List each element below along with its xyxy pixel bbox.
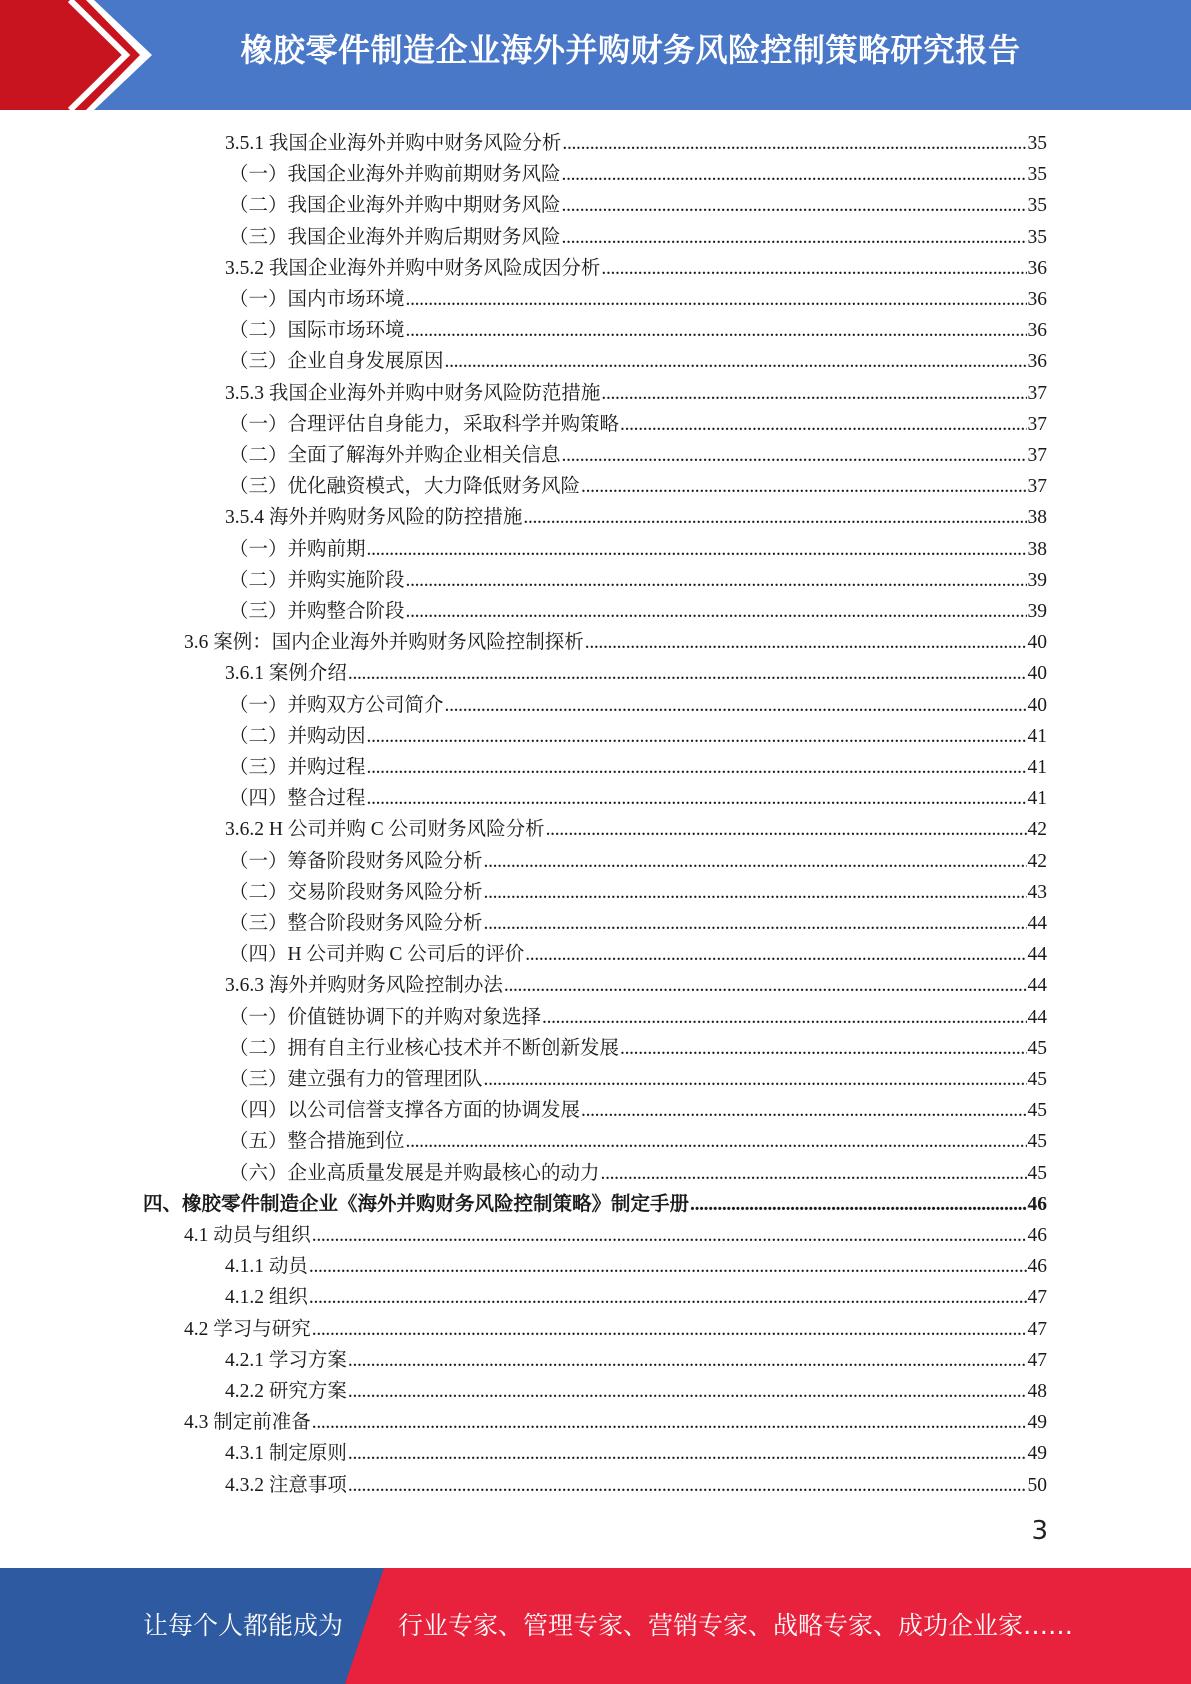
toc-entry-page: 35 <box>1027 226 1047 248</box>
toc-dot-leader <box>562 190 1027 221</box>
toc-entry-page: 44 <box>1027 975 1047 997</box>
toc-dot-leader <box>484 908 1027 939</box>
toc-entry-title: （三）优化融资模式，大力降低财务风险 <box>229 476 581 498</box>
toc-entry-page: 44 <box>1027 1006 1047 1028</box>
toc-entry-title: （一）合理评估自身能力，采取科学并购策略 <box>229 413 620 435</box>
toc-dot-leader <box>523 502 1026 533</box>
toc-entry-page: 40 <box>1027 694 1047 716</box>
toc-entry[interactable] <box>225 1376 1047 1407</box>
toc-entry-title: 4.2 学习与研究 <box>184 1318 311 1340</box>
toc-entry-page: 38 <box>1027 507 1047 529</box>
toc-entry[interactable] <box>225 658 1047 689</box>
toc-entry-page: 36 <box>1027 351 1047 373</box>
toc-entry-title: 3.5.1 我国企业海外并购中财务风险分析 <box>225 133 562 154</box>
toc-entry-title: （三）我国企业海外并购后期财务风险 <box>229 226 561 248</box>
toc-entry-page: 36 <box>1027 257 1047 279</box>
toc-entry-title: 4.3 制定前准备 <box>184 1412 311 1434</box>
toc-dot-leader <box>562 440 1027 471</box>
toc-entry-title: （三）并购过程 <box>229 757 366 778</box>
toc-entry-page: 35 <box>1027 195 1047 217</box>
toc-entry-title: （一）并购前期 <box>229 538 366 560</box>
toc-dot-leader <box>312 1407 1027 1438</box>
toc-dot-leader <box>581 1095 1026 1126</box>
toc-entry-title: （二）交易阶段财务风险分析 <box>229 881 483 903</box>
toc-entry[interactable] <box>225 253 1047 284</box>
toc-entry[interactable] <box>229 752 1047 783</box>
toc-entry-title: 3.6 案例：国内企业海外并购财务风险控制探析 <box>184 632 584 654</box>
toc-entry-title: （一）筹备阶段财务风险分析 <box>229 850 483 872</box>
toc-entry-title: （二）拥有自主行业核心技术并不断创新发展 <box>229 1037 620 1059</box>
toc-entry[interactable] <box>229 534 1047 565</box>
toc-entry[interactable] <box>229 721 1047 752</box>
toc-dot-leader <box>562 128 1026 159</box>
toc-dot-leader <box>348 1470 1027 1501</box>
toc-entry[interactable] <box>229 783 1047 814</box>
toc-entry[interactable] <box>225 1438 1047 1469</box>
toc-entry-page: 40 <box>1027 663 1047 685</box>
footer-slogan-right: 行业专家、管理专家、营销专家、战略专家、成功企业家…… <box>398 1611 1074 1640</box>
toc-entry[interactable] <box>229 846 1047 877</box>
toc-dot-leader <box>562 222 1027 253</box>
toc-entry[interactable] <box>229 440 1047 471</box>
toc-entry-page: 37 <box>1027 445 1047 466</box>
toc-entry[interactable] <box>229 471 1047 502</box>
toc-entry-page: 47 <box>1027 1349 1047 1371</box>
toc-dot-leader <box>348 658 1027 689</box>
toc-entry-page: 36 <box>1027 289 1047 310</box>
toc-entry[interactable] <box>229 222 1047 253</box>
toc-entry-title: 3.6.1 案例介绍 <box>225 663 347 685</box>
toc-entry-page: 35 <box>1027 164 1047 186</box>
toc-entry[interactable] <box>229 690 1047 721</box>
toc-dot-leader <box>542 1002 1026 1033</box>
toc-entry-page: 44 <box>1027 944 1047 966</box>
toc-entry-title: 3.5.2 我国企业海外并购中财务风险成因分析 <box>225 257 601 279</box>
toc-dot-leader <box>367 721 1027 752</box>
toc-entry-page: 45 <box>1027 1100 1047 1122</box>
toc-entry-page: 47 <box>1027 1287 1047 1309</box>
toc-dot-leader <box>504 970 1027 1001</box>
toc-entry-page: 37 <box>1027 476 1047 498</box>
toc-entry-page: 38 <box>1027 538 1047 560</box>
toc-entry-page: 36 <box>1027 320 1047 342</box>
toc-entry-page: 40 <box>1027 632 1047 654</box>
toc-entry-title: （四）整合过程 <box>229 788 366 810</box>
toc-dot-leader <box>620 409 1026 440</box>
toc-entry-page: 43 <box>1027 881 1047 903</box>
toc-entry[interactable] <box>229 908 1047 939</box>
toc-dot-leader <box>562 159 1027 190</box>
toc-entry[interactable] <box>229 1126 1047 1157</box>
document-title: 橡胶零件制造企业海外并购财务风险控制策略研究报告 <box>240 31 1021 69</box>
toc-dot-leader <box>525 939 1026 970</box>
toc-entry[interactable] <box>229 284 1047 315</box>
page-footer <box>0 1568 1191 1684</box>
toc-entry-page: 41 <box>1027 788 1047 810</box>
toc-entry-page: 46 <box>1027 1256 1047 1278</box>
toc-entry-title: 4.1.1 动员 <box>225 1256 308 1278</box>
toc-dot-leader <box>367 783 1027 814</box>
toc-entry[interactable] <box>229 1064 1047 1095</box>
toc-entry-page: 39 <box>1027 601 1047 622</box>
toc-entry-page: 48 <box>1027 1381 1047 1402</box>
toc-entry[interactable] <box>225 814 1047 845</box>
toc-entry-title: 4.1 动员与组织 <box>184 1225 311 1246</box>
page-number: 3 <box>1031 1516 1048 1546</box>
footer-slogan-left: 让每个人都能成为 <box>143 1611 344 1640</box>
toc-entry-title: （一）并购双方公司简介 <box>229 694 444 716</box>
toc-entry-page: 37 <box>1027 413 1047 435</box>
toc-entry[interactable] <box>184 1407 1047 1438</box>
toc-entry-page: 45 <box>1027 1162 1047 1184</box>
toc-entry-title: （二）并购动因 <box>229 725 366 747</box>
toc-entry[interactable] <box>225 970 1047 1001</box>
toc-entry-title: （二）我国企业海外并购中期财务风险 <box>229 195 561 217</box>
toc-entry[interactable] <box>229 1002 1047 1033</box>
toc-dot-leader <box>367 752 1027 783</box>
toc-entry[interactable] <box>229 1095 1047 1126</box>
toc-entry[interactable] <box>225 378 1047 409</box>
toc-dot-leader <box>309 1282 1027 1313</box>
toc-entry[interactable] <box>229 1033 1047 1064</box>
toc-entry[interactable] <box>225 1470 1047 1501</box>
toc-entry[interactable] <box>184 1220 1047 1251</box>
toc-entry-page: 46 <box>1027 1193 1047 1215</box>
toc-dot-leader <box>348 1345 1027 1376</box>
toc-entry-page: 45 <box>1027 1037 1047 1059</box>
toc-entry-title: 4.1.2 组织 <box>225 1287 308 1309</box>
toc-entry-page: 41 <box>1027 725 1047 747</box>
toc-dot-leader <box>406 284 1027 315</box>
toc-entry-title: （三）整合阶段财务风险分析 <box>229 913 483 934</box>
toc-dot-leader <box>406 596 1027 627</box>
toc-entry[interactable] <box>229 190 1047 221</box>
toc-dot-leader <box>601 253 1026 284</box>
toc-entry-title: （三）并购整合阶段 <box>229 601 405 622</box>
toc-entry[interactable] <box>229 1158 1047 1189</box>
toc-entry-title: 3.6.2 H 公司并购 C 公司财务风险分析 <box>225 819 545 841</box>
toc-entry[interactable] <box>184 627 1047 658</box>
toc-entry-page: 44 <box>1027 913 1047 934</box>
toc-dot-leader <box>546 814 1027 845</box>
toc-entry[interactable] <box>229 565 1047 596</box>
toc-entry-title: 4.2.1 学习方案 <box>225 1349 347 1371</box>
toc-dot-leader <box>406 1126 1027 1157</box>
toc-dot-leader <box>601 1158 1027 1189</box>
toc-entry-title: （四）H 公司并购 C 公司后的评价 <box>229 944 525 966</box>
toc-entry-title: （四）以公司信誉支撑各方面的协调发展 <box>229 1100 581 1122</box>
toc-entry-title: （三）企业自身发展原因 <box>229 351 444 373</box>
toc-dot-leader <box>367 534 1027 565</box>
toc-entry[interactable] <box>229 315 1047 346</box>
toc-entry-page: 35 <box>1027 133 1047 154</box>
toc-dot-leader <box>406 315 1027 346</box>
toc-entry-page: 41 <box>1027 757 1047 778</box>
toc-dot-leader <box>312 1314 1027 1345</box>
toc-entry[interactable] <box>229 939 1047 970</box>
toc-entry-page: 46 <box>1027 1225 1047 1246</box>
toc-entry-page: 42 <box>1027 850 1047 872</box>
toc-entry-title: 3.6.3 海外并购财务风险控制办法 <box>225 975 503 997</box>
toc-entry-title: （二）全面了解海外并购企业相关信息 <box>229 445 561 466</box>
toc-entry-page: 42 <box>1027 819 1047 841</box>
toc-entry-title: （一）价值链协调下的并购对象选择 <box>229 1006 542 1028</box>
toc-dot-leader <box>406 565 1027 596</box>
toc-entry-title: （二）国际市场环境 <box>229 320 405 342</box>
toc-entry[interactable] <box>225 128 1047 159</box>
toc-dot-leader <box>348 1438 1027 1469</box>
toc-entry-title: （五）整合措施到位 <box>229 1131 405 1153</box>
toc-entry[interactable] <box>184 1314 1047 1345</box>
toc-entry-page: 37 <box>1027 382 1047 404</box>
toc-entry-title: （一）我国企业海外并购前期财务风险 <box>229 164 561 186</box>
toc-dot-leader <box>601 378 1026 409</box>
toc-dot-leader <box>348 1376 1027 1407</box>
toc-dot-leader <box>690 1189 1026 1220</box>
toc-dot-leader <box>585 627 1027 658</box>
toc-entry-page: 49 <box>1027 1443 1047 1465</box>
toc-entry-page: 50 <box>1027 1474 1047 1496</box>
toc-dot-leader <box>312 1220 1027 1251</box>
toc-dot-leader <box>484 877 1027 908</box>
toc-entry-title: 3.5.4 海外并购财务风险的防控措施 <box>225 507 523 529</box>
toc-entry[interactable] <box>143 1189 1047 1220</box>
toc-entry-title: 4.3.2 注意事项 <box>225 1474 347 1496</box>
toc-dot-leader <box>484 846 1027 877</box>
toc-entry-title: 3.5.3 我国企业海外并购中财务风险防范措施 <box>225 382 601 404</box>
toc-dot-leader <box>581 471 1026 502</box>
toc-entry-title: 四、橡胶零件制造企业《海外并购财务风险控制策略》制定手册 <box>143 1193 690 1215</box>
toc-entry[interactable] <box>225 1251 1047 1282</box>
toc-entry[interactable] <box>225 502 1047 533</box>
toc-entry-title: （三）建立强有力的管理团队 <box>229 1069 483 1090</box>
toc-entry[interactable] <box>229 346 1047 377</box>
toc-entry[interactable] <box>229 877 1047 908</box>
toc-entry[interactable] <box>225 1282 1047 1313</box>
toc-entry-title: （二）并购实施阶段 <box>229 569 405 591</box>
toc-entry[interactable] <box>229 159 1047 190</box>
page-header <box>0 0 1191 110</box>
toc-entry-page: 39 <box>1027 569 1047 591</box>
toc-dot-leader <box>445 346 1027 377</box>
toc-dot-leader <box>484 1064 1027 1095</box>
toc-dot-leader <box>309 1251 1027 1282</box>
toc-dot-leader <box>445 690 1027 721</box>
toc-entry-page: 49 <box>1027 1412 1047 1434</box>
toc-entry-page: 45 <box>1027 1131 1047 1153</box>
toc-entry-title: 4.2.2 研究方案 <box>225 1381 347 1402</box>
toc-entry-page: 47 <box>1027 1318 1047 1340</box>
toc-entry-title: （一）国内市场环境 <box>229 289 405 310</box>
toc-entry-title: 4.3.1 制定原则 <box>225 1443 347 1465</box>
toc-entry[interactable] <box>229 409 1047 440</box>
toc-entry[interactable] <box>229 596 1047 627</box>
toc-dot-leader <box>620 1033 1026 1064</box>
toc-entry[interactable] <box>225 1345 1047 1376</box>
toc-entry-title: （六）企业高质量发展是并购最核心的动力 <box>229 1162 600 1184</box>
toc-entry-page: 45 <box>1027 1069 1047 1090</box>
